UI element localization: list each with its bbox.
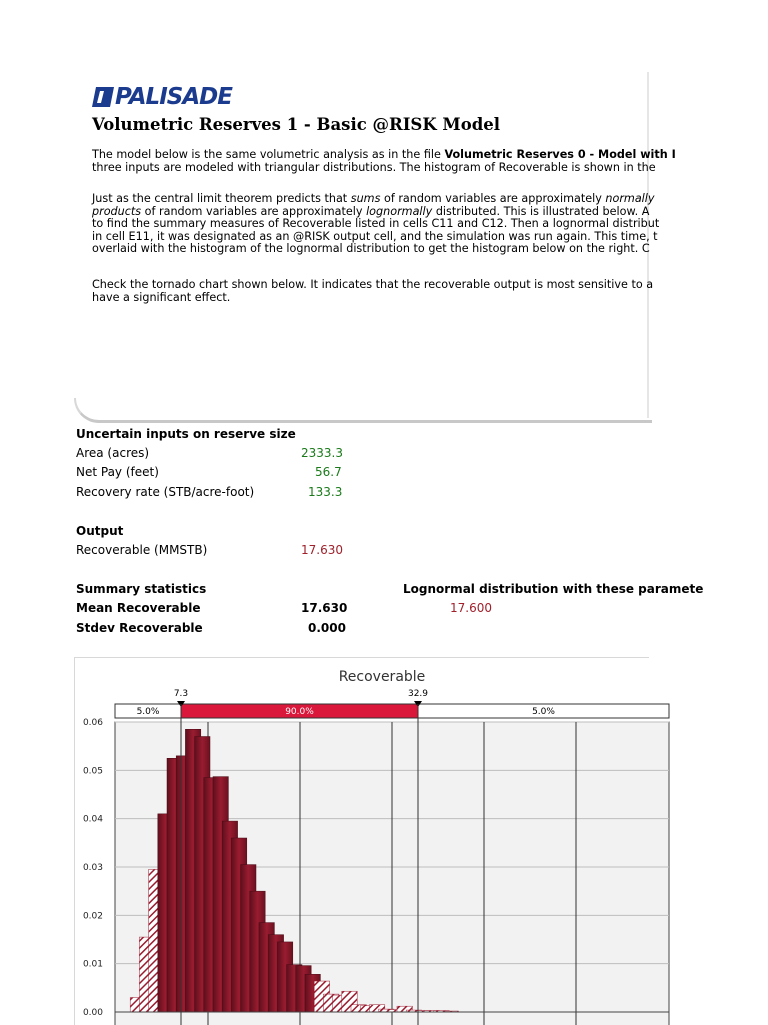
palisade-logo-icon [92, 87, 114, 107]
p2-line1-a: Just as the central limit theorem predicts that [92, 192, 351, 205]
area-value[interactable]: 2333.3 [301, 446, 343, 460]
y-tick-label: 0.00 [82, 1008, 103, 1018]
p2-line2-d: distributed. This is illustrated below. A [432, 204, 650, 218]
chart-title: Recoverable [338, 669, 426, 685]
y-tick-label: 0.03 [82, 863, 103, 873]
p1-line1-b: Volumetric Reserves 0 - Model with I [444, 148, 676, 161]
area-label: Area (acres) [76, 446, 150, 460]
p2-line1-b: sums [350, 192, 381, 205]
page-title: Volumetric Reserves 1 - Basic @RISK Model [92, 115, 501, 134]
y-tick-label: 0.02 [82, 911, 103, 922]
stdev-value[interactable]: 0.000 [308, 621, 346, 635]
lognormal-header: Lognormal distribution with these paramete [403, 582, 704, 596]
p2-line1-c: of random variables are approximately [380, 192, 606, 205]
p2-line2-b: of random variables are approximately [141, 204, 367, 218]
recovery-label: Recovery rate (STB/acre-foot) [76, 485, 255, 499]
netpay-value[interactable]: 56.7 [315, 465, 342, 479]
y-tick-label: 0.04 [82, 814, 103, 825]
recovery-value[interactable]: 133.3 [308, 485, 343, 499]
netpay-label: Net Pay (feet) [76, 465, 159, 479]
left-delimiter-label: 7.3 [173, 689, 189, 699]
y-tick-label: 0.05 [82, 766, 103, 777]
p2-line4: in cell E11, it was designated as an @RISK output cell, and the simulation was run again. This time, t [92, 229, 658, 243]
palisade-logo [92, 86, 232, 108]
band-right-label: 5.0% [532, 707, 555, 717]
paragraph-3 [92, 278, 654, 304]
recoverable-value[interactable]: 17.630 [301, 543, 343, 557]
summary-header: Summary statistics [76, 582, 207, 596]
p2-line1-d: normally [605, 192, 655, 205]
mean-label: Mean Recoverable [76, 601, 201, 615]
band-middle-label: 90.0% [285, 707, 314, 717]
recoverable-label: Recoverable (MMSTB) [76, 543, 208, 557]
paragraph-2 [92, 192, 660, 256]
inputs-header: Uncertain inputs on reserve size [76, 427, 296, 441]
p1-line2: three inputs are modeled with triangular distributions. The histogram of Recoverable is shown in the [92, 160, 656, 174]
paragraph-1 [92, 148, 676, 174]
palisade-logo-text: PALISADE [115, 84, 232, 110]
y-tick-label: 0.01 [82, 959, 103, 970]
histogram-svg [75, 658, 649, 1025]
stdev-label: Stdev Recoverable [76, 621, 203, 635]
p3-line1: Check the tornado chart shown below. It indicates that the recoverable output is most sensitive to a [92, 278, 654, 291]
panel-shadow [74, 398, 652, 423]
right-delimiter-label: 32.9 [407, 689, 429, 699]
output-header: Output [76, 524, 124, 538]
mean-value[interactable]: 17.630 [301, 601, 348, 615]
p1-line1-a: The model below is the same volumetric analysis as in the file [92, 148, 445, 161]
lognormal-value[interactable]: 17.600 [450, 601, 492, 615]
recoverable-histogram[interactable] [74, 657, 649, 1025]
p2-line3: to find the summary measures of Recoverable listed in cells C11 and C12. Then a lognormal distribut [92, 217, 660, 231]
y-tick-label: 0.06 [82, 718, 103, 728]
p2-line2-a: products [92, 204, 142, 218]
p2-line2-c: lognormally [366, 204, 433, 218]
band-left-label: 5.0% [136, 707, 160, 717]
p2-line5: overlaid with the histogram of the lognormal distribution to get the histogram below on the right. C [92, 242, 650, 256]
p3-line2: have a significant effect. [92, 290, 231, 304]
